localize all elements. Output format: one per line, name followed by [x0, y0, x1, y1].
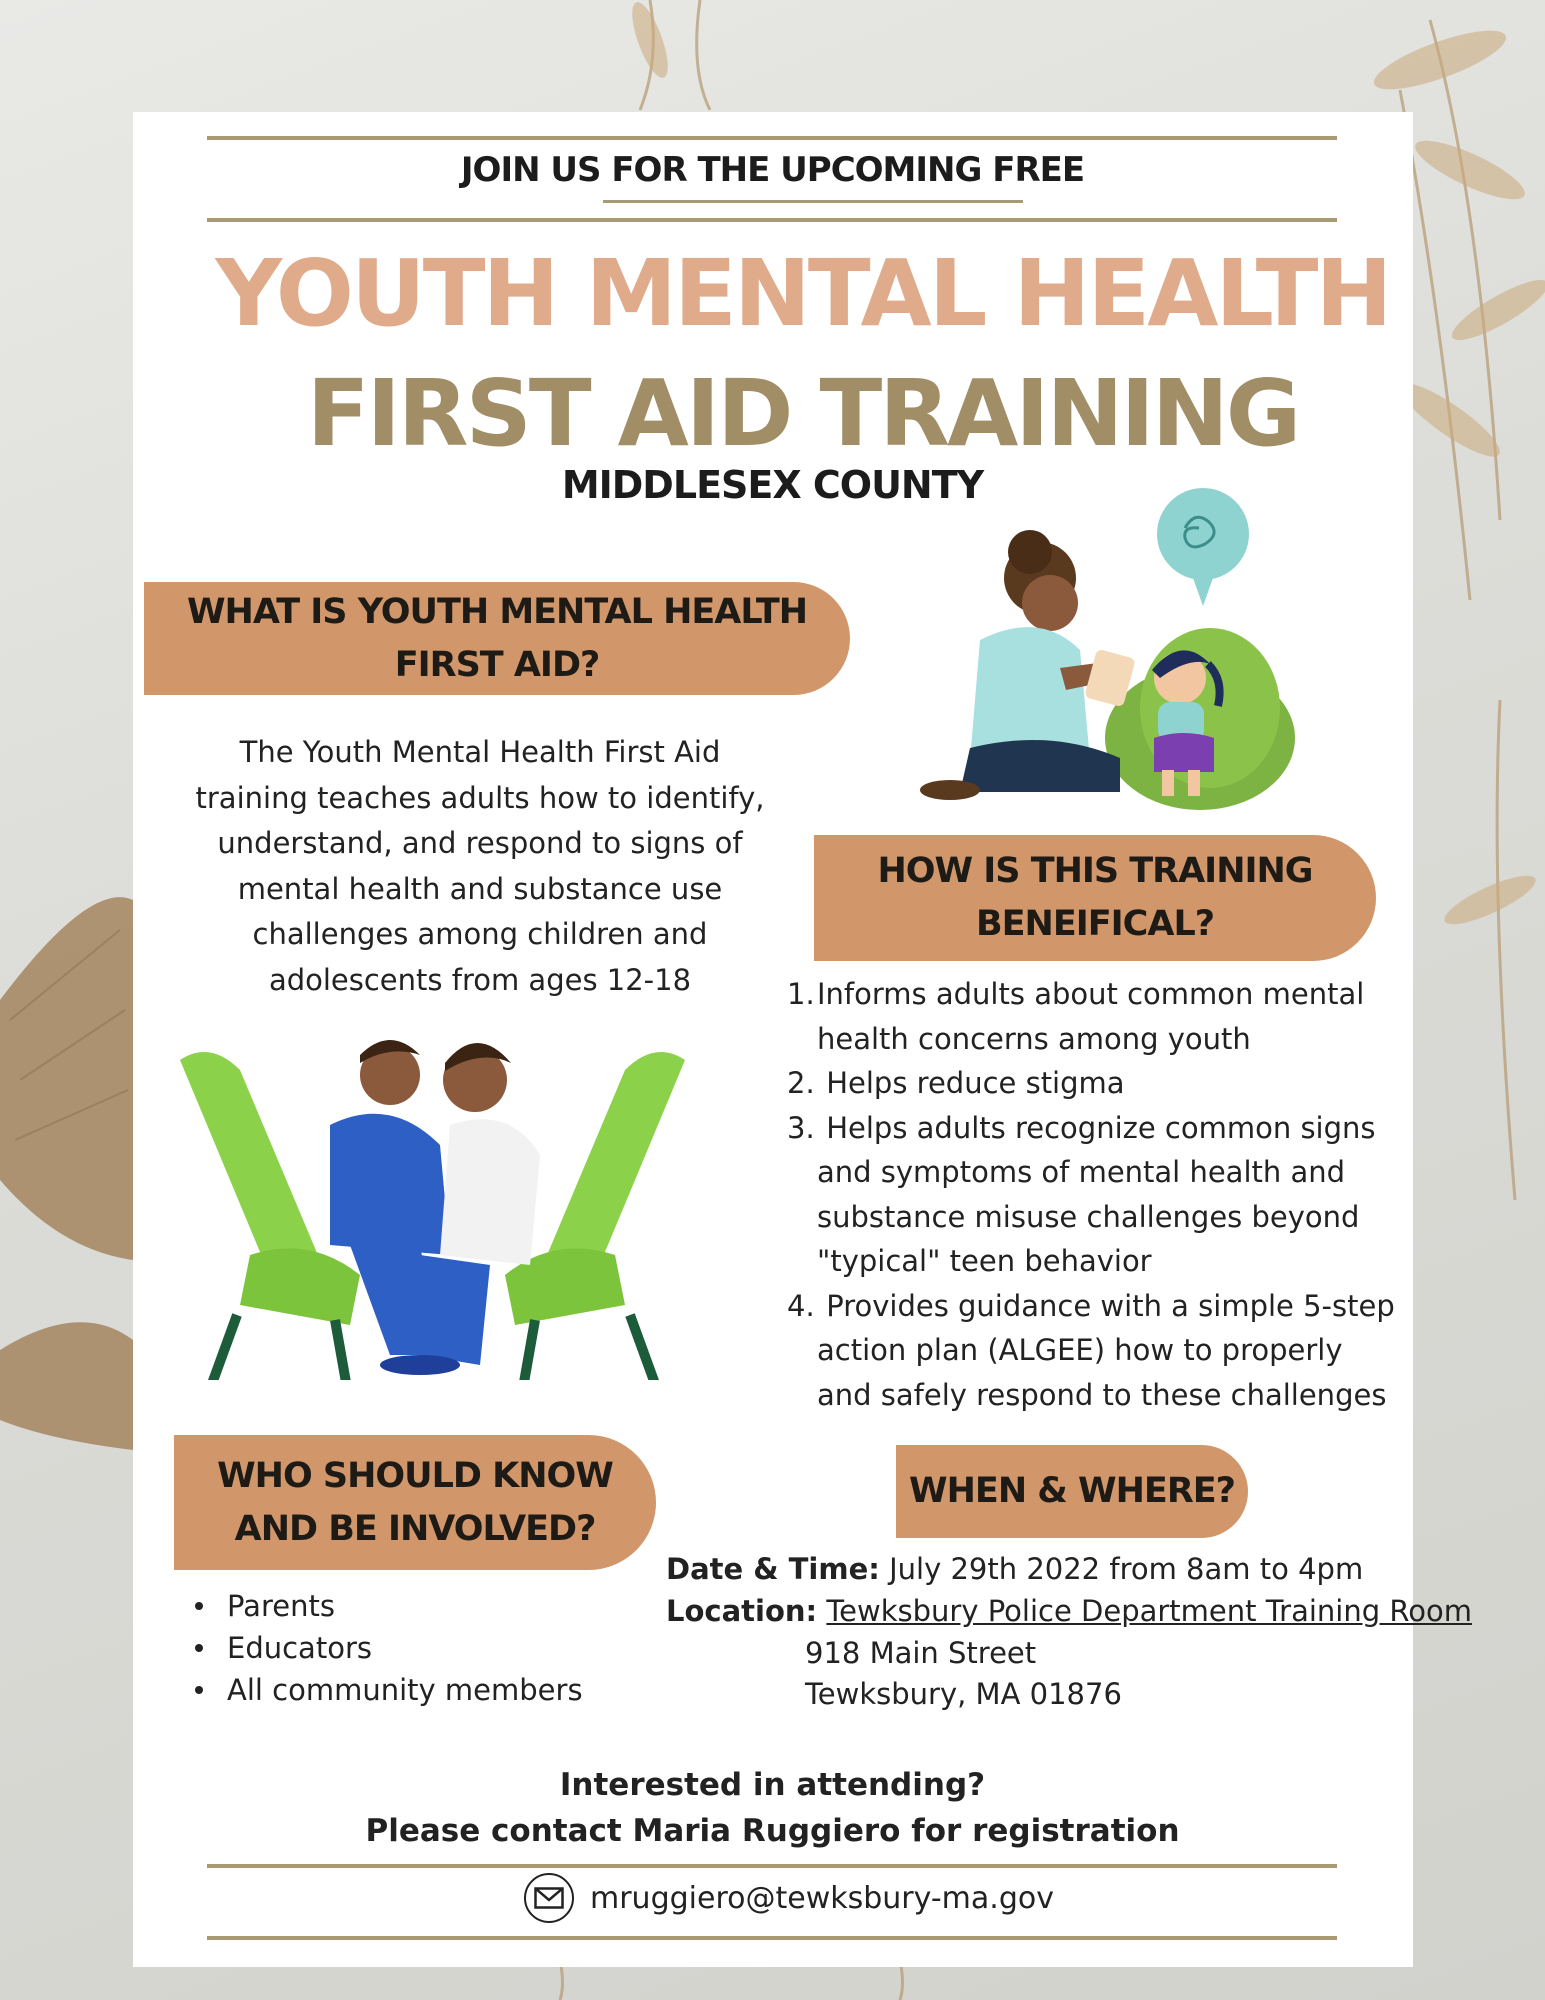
- address-line-1: 918 Main Street: [805, 1636, 1037, 1670]
- cta-line-1: Interested in attending?: [559, 1767, 986, 1803]
- who-list: [195, 1585, 583, 1711]
- benefit-number: 3.: [787, 1110, 815, 1145]
- cta-line-2: Please contact Maria Ruggiero for registration: [365, 1813, 1180, 1849]
- what-heading-line-1: WHAT IS YOUTH MENTAL HEALTH: [186, 591, 808, 632]
- who-heading-line-2: AND BE INVOLVED?: [234, 1508, 596, 1549]
- benefits-list: [787, 972, 1400, 1417]
- what-line: challenges among children and: [252, 917, 708, 951]
- benefit-line: Informs adults about common mental: [817, 977, 1365, 1011]
- email-row[interactable]: [524, 1870, 1054, 1926]
- benefit-line: health concerns among youth: [817, 1021, 1251, 1056]
- footer-top-rule: [207, 1864, 1337, 1868]
- benefits-heading-line-1: HOW IS THIS TRAINING: [877, 851, 1313, 891]
- who-item: Parents: [195, 1585, 583, 1627]
- who-item: Educators: [195, 1627, 583, 1669]
- benefit-item: [787, 1106, 1400, 1284]
- benefit-line: and safely respond to these challenges: [817, 1377, 1387, 1412]
- date-label: Date & Time:: [666, 1552, 880, 1586]
- address-line-2: Tewksbury, MA 01876: [805, 1677, 1122, 1711]
- benefit-item: [787, 1284, 1400, 1418]
- what-line: training teaches adults how to identify,: [195, 780, 765, 815]
- what-line: The Youth Mental Health First Aid: [239, 735, 721, 769]
- caregiver-child-illustration: [910, 488, 1330, 818]
- kicker-underline: [603, 200, 1023, 203]
- county-label: MIDDLESEX COUNTY: [561, 463, 984, 507]
- email-link[interactable]: mruggiero@tewksbury-ma.gov: [590, 1880, 1054, 1916]
- benefit-line: and symptoms of mental health and: [817, 1155, 1346, 1189]
- benefit-line: Provides guidance with a simple 5-step: [817, 1288, 1395, 1323]
- header-rule: [207, 218, 1337, 222]
- benefit-line: Helps reduce stigma: [817, 1066, 1125, 1100]
- date-value: July 29th 2022 from 8am to 4pm: [879, 1552, 1364, 1586]
- location-label: Location:: [666, 1594, 818, 1628]
- benefit-number: 2.: [787, 1066, 815, 1100]
- benefit-line: action plan (ALGEE) how to properly: [817, 1333, 1343, 1367]
- what-line: mental health and substance use: [237, 871, 723, 906]
- benefit-number: 4.: [787, 1288, 815, 1323]
- benefit-line: substance misuse challenges beyond: [817, 1199, 1360, 1234]
- benefit-line: "typical" teen behavior: [817, 1244, 1152, 1278]
- who-item: All community members: [195, 1669, 583, 1711]
- date-time-line: [666, 1552, 1363, 1586]
- when-heading-text: WHEN & WHERE?: [909, 1471, 1235, 1511]
- top-rule: [207, 136, 1337, 140]
- location-line: [666, 1594, 1472, 1628]
- when-heading: [896, 1445, 1248, 1538]
- what-line: understand, and respond to signs of: [217, 826, 743, 860]
- benefit-line: Helps adults recognize common signs: [817, 1110, 1376, 1145]
- counseling-chairs-illustration: [170, 1025, 695, 1380]
- benefit-number: 1.: [787, 977, 815, 1011]
- kicker-text: JOIN US FOR THE UPCOMING FREE: [460, 150, 1085, 190]
- what-description: [180, 730, 780, 1003]
- benefits-heading-line-2: BENEIFICAL?: [975, 904, 1215, 944]
- who-heading-line-1: WHO SHOULD KNOW: [217, 1455, 613, 1496]
- mail-icon: [524, 1873, 574, 1923]
- benefit-item: [787, 1061, 1400, 1106]
- footer-bottom-rule: [207, 1936, 1337, 1940]
- location-link[interactable]: Tewksbury Police Department Training Room: [826, 1594, 1472, 1628]
- benefit-item: [787, 972, 1400, 1061]
- what-heading-line-2: FIRST AID?: [394, 644, 600, 685]
- who-heading: [174, 1435, 656, 1570]
- what-line: adolescents from ages 12-18: [268, 962, 692, 997]
- title-line-2: FIRST AID TRAINING: [306, 360, 1299, 467]
- title-line-1: YOUTH MENTAL HEALTH: [215, 240, 1390, 347]
- what-heading: [144, 582, 850, 695]
- benefits-heading: [814, 835, 1376, 961]
